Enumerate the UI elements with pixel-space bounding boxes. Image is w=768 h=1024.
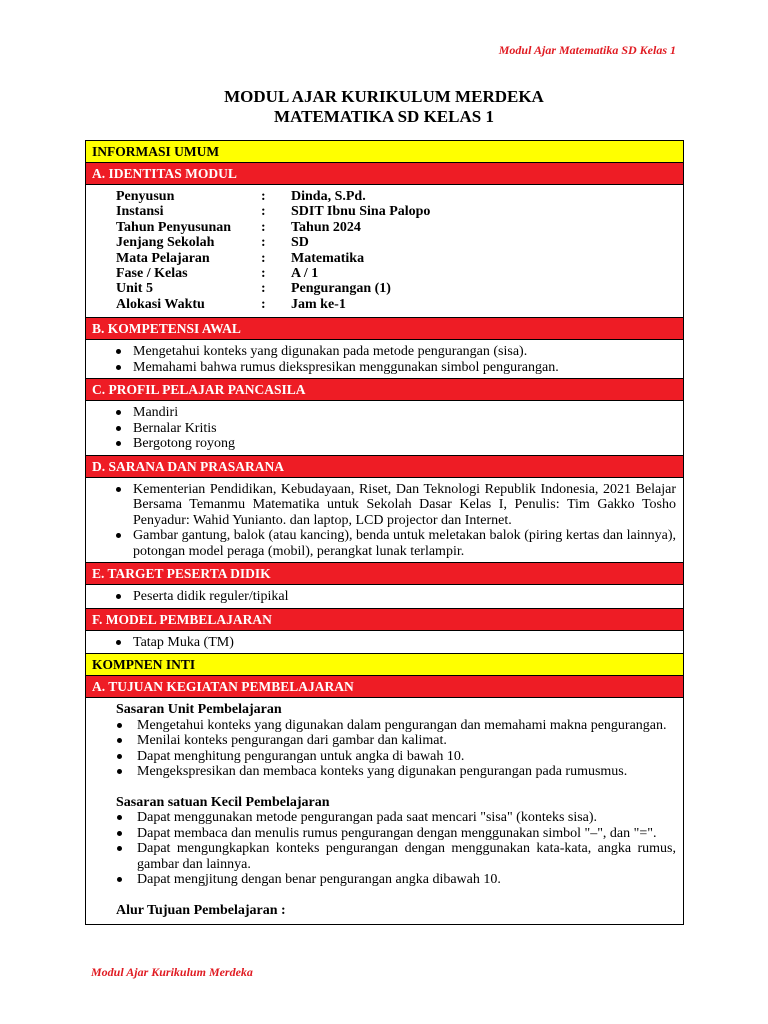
identitas-row [116,251,683,266]
list-item: Bergotong royong [116,436,676,452]
header-note: Modul Ajar Matematika SD Kelas 1 [498,43,676,57]
identitas-label: Tahun Penyusunan [116,219,232,235]
alur-tujuan-title: Alur Tujuan Pembelajaran : [116,902,286,918]
identitas-separator: : [261,189,266,204]
section-informasi-umum: INFORMASI UMUM [86,141,683,163]
sasaran-unit-title: Sasaran Unit Pembelajaran [116,702,282,718]
list-item: Dapat menggunakan metode pengurangan pada saat mencari "sisa" (konteks sisa). [116,810,676,826]
title-line-1: MODUL AJAR KURIKULUM MERDEKA [224,87,544,106]
section-profil-pelajar: C. PROFIL PELAJAR PANCASILA [86,379,683,401]
identitas-label: Mata Pelajaran [116,250,210,266]
identitas-label: Instansi [116,204,164,220]
sasaran-kecil-title: Sasaran satuan Kecil Pembelajaran [116,794,330,810]
identitas-value: Tahun 2024 [291,219,361,235]
identitas-row [116,220,683,235]
section-tujuan-kegiatan: A. TUJUAN KEGIATAN PEMBELAJARAN [86,676,683,698]
module-table [85,140,684,925]
kompetensi-list [86,340,683,379]
identitas-separator: : [261,235,266,251]
identitas-label: Alokasi Waktu [116,296,205,312]
list-item: Dapat membaca dan menulis rumus pengurangan dengan menggunakan simbol "–", dan "=". [116,826,676,842]
list-item: Dapat mengungkapkan konteks pengurangan dengan menggunakan kata-kata, angka rumus, gambar dan lainnya. [116,841,676,872]
footer-note: Modul Ajar Kurikulum Merdeka [91,965,253,979]
identitas-value: Jam ke-1 [291,296,346,312]
identitas-separator: : [261,204,266,220]
list-item: Dapat menghitung pengurangan untuk angka di bawah 10. [116,749,676,765]
list-item: Kementerian Pendidikan, Kebudayaan, Riset, Dan Teknologi Republik Indonesia, 2021 Belajar Bersama Temanmu Matematika untuk Sekolah Dasar Kelas I, Penulis: Tim Gakko Tosho Penyadur: Wahid Yunianto. dan laptop, LCD projector dan Internet. [116,482,676,529]
profil-list [86,401,683,456]
section-target-peserta: E. TARGET PESERTA DIDIK [86,563,683,585]
identitas-row [116,204,683,219]
identitas-separator: : [261,265,266,281]
identitas-separator: : [261,250,266,266]
identitas-label: Jenjang Sekolah [116,235,215,251]
document-title [0,87,768,127]
identitas-label: Unit 5 [116,281,153,297]
identitas-row [116,297,683,312]
section-model-pembelajaran: F. MODEL PEMBELAJARAN [86,609,683,631]
list-item: Tatap Muka (TM) [116,635,676,651]
section-sarana-prasarana: D. SARANA DAN PRASARANA [86,456,683,478]
tujuan-content [86,698,683,924]
model-list [86,631,683,655]
identitas-separator: : [261,296,266,312]
identitas-label: Penyusun [116,189,175,204]
list-item: Memahami bahwa rumus diekspresikan menggunakan simbol pengurangan. [116,360,676,376]
list-item: Menilai konteks pengurangan dari gambar dan kalimat. [116,733,676,749]
list-item: Mandiri [116,405,676,421]
list-item: Dapat mengjitung dengan benar pengurangan angka dibawah 10. [116,872,676,888]
title-line-2: MATEMATIKA SD KELAS 1 [274,107,494,126]
identitas-value: Pengurangan (1) [291,281,391,297]
list-item: Bernalar Kritis [116,421,676,437]
identitas-value: Matematika [291,250,365,266]
identitas-separator: : [261,219,266,235]
identitas-row [116,189,683,204]
list-item: Gambar gantung, balok (atau kancing), benda untuk meletakan balok (piring kertas dan lainnya), potongan model peraga (mobil), perangkat lunak terlampir. [116,528,676,559]
identitas-label: Fase / Kelas [116,265,188,281]
list-item: Mengekspresikan dan membaca konteks yang digunakan pengurangan pada rumusmus. [116,764,676,780]
section-komponen-inti: KOMPNEN INTI [86,654,683,676]
sarana-list [86,478,683,564]
identitas-table [86,185,683,318]
target-list [86,585,683,609]
section-identitas-modul: A. IDENTITAS MODUL [86,163,683,185]
identitas-row [116,281,683,296]
identitas-value: SDIT Ibnu Sina Palopo [291,204,431,220]
list-item: Mengetahui konteks yang digunakan pada metode pengurangan (sisa). [116,344,676,360]
identitas-value: Dinda, S.Pd. [291,189,366,204]
section-kompetensi-awal: B. KOMPETENSI AWAL [86,318,683,340]
identitas-value: SD [291,235,309,251]
identitas-row [116,235,683,250]
identitas-value: A / 1 [291,265,319,281]
list-item: Mengetahui konteks yang digunakan dalam pengurangan dan memahami makna pengurangan. [116,718,676,734]
identitas-row [116,266,683,281]
identitas-separator: : [261,281,266,297]
list-item: Peserta didik reguler/tipikal [116,589,676,605]
